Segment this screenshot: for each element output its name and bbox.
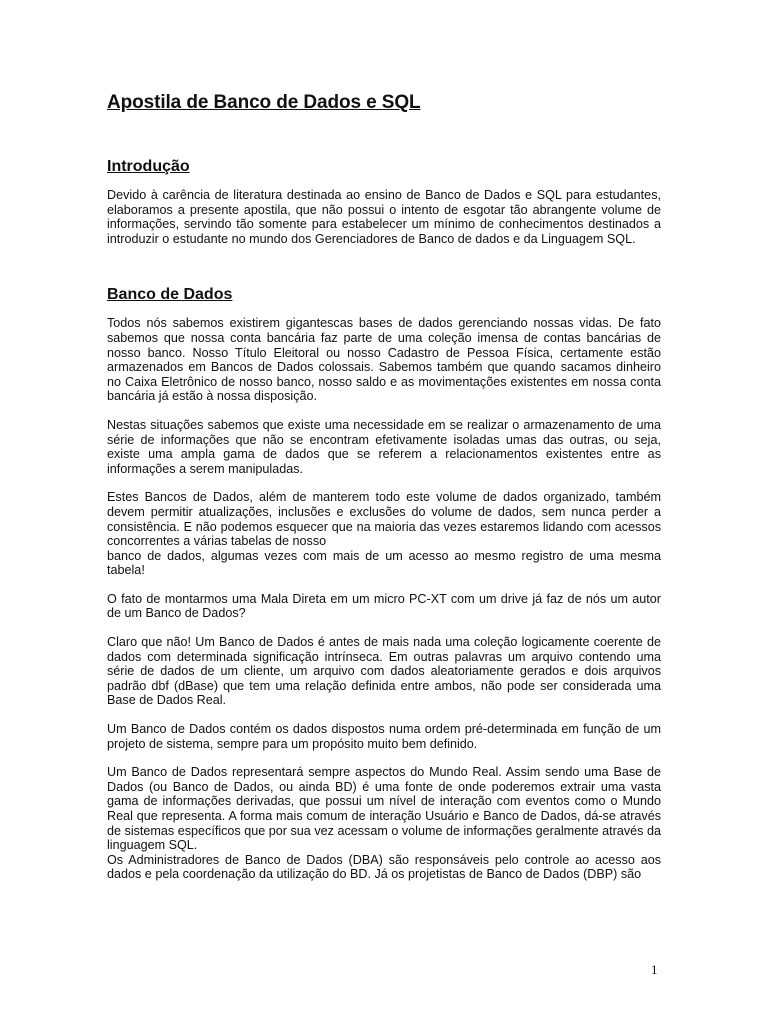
paragraph: Nestas situações sabemos que existe uma necessidade em se realizar o armazenamento de uma série de informações que não se encontram efetivamente isoladas umas das outras, ou seja, existe uma ampla gama de dados que se referem a relacionamentos existentes entre as informações a serem manipuladas. [107, 417, 661, 476]
paragraph: Claro que não! Um Banco de Dados é antes de mais nada uma coleção logicamente coerente de dados com determinada significação intrínseca. Em outras palavras um arquivo contendo uma série de dados de um cliente, um arquivo com dados aleatoriamente gerados e dois arquivos padrão dbf (dBase) que tem uma relação definida entre ambos, não pode ser considerada uma Base de Dados Real. [107, 635, 661, 708]
page-content [107, 92, 661, 882]
paragraph: Devido à carência de literatura destinada ao ensino de Banco de Dados e SQL para estudantes, elaboramos a presente apostila, que não possui o intento de esgotar tão abrangente volume de informações, servindo tão somente para estabelecer um mínimo de conhecimentos destinados a introduzir o estudante no mundo dos Gerenciadores de Banco de dados e da Linguagem SQL. [107, 188, 661, 246]
document-title: Apostila de Banco de Dados e SQL [107, 92, 421, 113]
page-number: 1 [651, 962, 658, 977]
paragraph: Um Banco de Dados contém os dados dispostos numa ordem pré-determinada em função de um projeto de sistema, sempre para um propósito muito bem definido. [107, 722, 661, 751]
paragraph: Todos nós sabemos existirem gigantescas bases de dados gerenciando nossas vidas. De fato sabemos que nossa conta bancária faz parte de uma coleção imensa de contas bancárias de nosso banco. Nosso Título Eleitoral ou nosso Cadastro de Pessoa Física, certamente estão armazenados em Bancos de Dados colossais. Sabemos também que quando sacamos dinheiro no Caixa Eletrônico de nosso banco, nosso saldo e as movimentações existentes em nossa conta bancária já estão à nossa disposição. [107, 316, 661, 404]
section-heading-banco-de-dados: Banco de Dados [107, 286, 233, 304]
paragraph: banco de dados, algumas vezes com mais de um acesso ao mesmo registro de uma mesma tabela! [107, 548, 661, 578]
section-heading-introducao: Introdução [107, 158, 190, 175]
paragraph: Um Banco de Dados representará sempre aspectos do Mundo Real. Assim sendo uma Base de Dados (ou Banco de Dados, ou ainda BD) é uma fonte de onde poderemos extrair uma vasta gama de informações derivadas, que possui um nível de interação com eventos como o Mundo Real que representa. A forma mais comum de interação Usuário e Banco de Dados, dá-se através de sistemas específicos que por sua vez acessam o volume de informações geralmente através da linguagem SQL. [107, 765, 661, 853]
paragraph: Estes Bancos de Dados, além de manterem todo este volume de dados organizado, também devem permitir atualizações, inclusões e exclusões do volume de dados, sem nunca perder a consistência. E não podemos esquecer que na maioria das vezes estaremos lidando com acessos concorrentes a várias tabelas de nosso [107, 490, 661, 549]
paragraph: Os Administradores de Banco de Dados (DBA) são responsáveis pelo controle ao acesso aos dados e pela coordenação da utilização do BD. Já os projetistas de Banco de Dados (DBP) são [107, 852, 661, 882]
paragraph: O fato de montarmos uma Mala Direta em um micro PC-XT com um drive já faz de nós um autor de um Banco de Dados? [107, 591, 661, 621]
